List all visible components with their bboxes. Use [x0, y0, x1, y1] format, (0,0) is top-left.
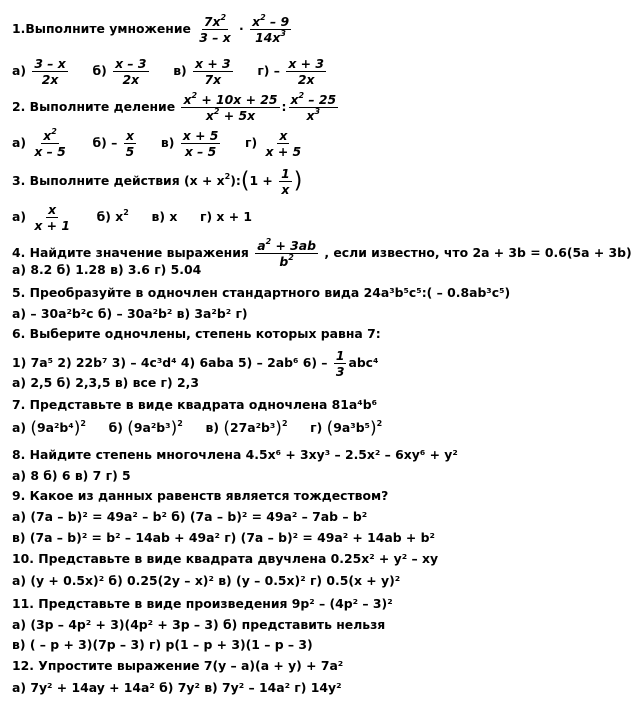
q1-fraction-1: $\frac{7x^2}{3 - x}$: [199, 13, 231, 45]
q6-answers: а) 2,5 б) 2,3,5 в) все г) 2,3: [12, 375, 199, 390]
q2-answers: а) $\frac{x^2}{x - 5}$ б) – $\frac{x}{5}$ в) $\frac{x + 5}{x - 5}$ г) $\frac{x}{x + 5}$: [12, 127, 302, 159]
q1-answers: а) $\frac{3 - x}{2x}$ б) $\frac{x - 3}{2x}$ в) $\frac{x + 3}{7x}$ г) – $\frac{x + 3}{2x}$: [12, 56, 324, 87]
q11-answers-row1: а) (3p – 4p² + 3)(4p² + 3p – 3) б) представить нельзя: [12, 617, 386, 632]
q3-line: 3. Выполните действия $(x + x^2):(1$ + $\frac{1}{x}$ ): [12, 166, 303, 197]
q1-answer-c: $\frac{x + 3}{7x}$: [195, 56, 231, 87]
q12-answers: а) 7y² + 14ay + 14a² б) 7y² в) 7y² – 14a² г) 14y²: [12, 680, 342, 695]
q3-fraction: $\frac{1}{x}$: [281, 166, 290, 197]
q9-line: 9. Какое из данных равенств является тождеством?: [12, 488, 389, 503]
q1-answer-d: $\frac{x + 3}{2x}$: [288, 56, 324, 87]
q4-answers: а) 8.2 б) 1.28 в) 3.6 г) 5.04: [12, 262, 202, 277]
q2-answer-b: $\frac{x}{5}$: [125, 128, 135, 159]
q10-line: 10. Представьте в виде квадрата двучлена 0.25x² + y² – xy: [12, 551, 439, 566]
q7-answer-d: 9a³b⁵: [333, 420, 370, 435]
q2-answer-a: $\frac{x^2}{x - 5}$: [34, 127, 66, 159]
q10-answers: а) (y + 0.5x)² б) 0.25(2y – x)² в) (y – 0.5x)² г) 0.5(x + y)²: [12, 573, 401, 588]
q11-answers-row2: в) ( – p + 3)(7p – 3) г) p(1 – p + 3)(1 – p – 3): [12, 637, 313, 652]
q3-answers: а) $\frac{x}{x + 1}$ б) $x^2$ в) x г) x + 1: [12, 202, 253, 233]
q2-fraction-1: $\frac{x^2 + 10x + 25}{x^2 + 5x}$: [183, 91, 278, 123]
q4-fraction: $\frac{a^2 + 3ab}{b^2}$: [257, 237, 317, 269]
q2-line: 2. Выполните деление $\frac{x^2 + 10x + 25}{x^2 + 5x}$ : $\frac{x^2 - 25}{x^3}$: [12, 91, 337, 123]
q8-line: 8. Найдите степень многочлена 4.5x⁶ + 3xy³ – 2.5x² – 6xy⁶ + y²: [12, 447, 458, 462]
q12-line: 12. Упростите выражение 7(y – a)(a + y) + 7a²: [12, 658, 344, 673]
q5-line: 5. Преобразуйте в одночлен стандартного вида 24a³b⁵c⁵:( – 0.8ab³c⁵): [12, 285, 511, 300]
q1-fraction-2: $\frac{x^2 - 9}{14x^3}$: [252, 13, 290, 45]
q2-answer-d: $\frac{x}{x + 5}$: [265, 128, 302, 159]
q2-answer-c: $\frac{x + 5}{x - 5}$: [182, 128, 219, 159]
q7-answer-c: 27a²b³: [229, 420, 276, 435]
q1-answer-b: $\frac{x - 3}{2x}$: [115, 56, 147, 87]
q7-line: 7. Представьте в виде квадрата одночлена 81a⁴b⁶: [12, 397, 378, 412]
q2-fraction-2: $\frac{x^2 - 25}{x^3}$: [290, 91, 337, 123]
q6-options: 1) 7a⁵ 2) 22b⁷ 3) – 4c³d⁴ 4) 6aba 5) – 2ab⁶ 6) – $\frac{1}{3}$ abc⁴: [12, 348, 379, 379]
q7-answer-b: 9a²b³: [133, 420, 171, 435]
q6-fraction: $\frac{1}{3}$: [335, 348, 345, 379]
q9-answers-row1: а) (7a – b)² = 49a² – b² б) (7a – b)² = 49a² – 7ab – b²: [12, 509, 368, 524]
q1-line: 1.Выполните умножение $\frac{7x^2}{3 - x}$ · $\frac{x^2 - 9}{14x^3}$: [12, 13, 290, 45]
q3-answer-a: $\frac{x}{x + 1}$: [34, 202, 70, 233]
q7-answer-a: 9a²b⁴: [37, 420, 74, 435]
q7-answers: а) $(9a^2b^4)^2$ б) $(9a^2b^3)^2$ в) $(27a^2b^3)^2$ г) $(9a^3b^5)^2$: [12, 418, 383, 439]
q5-answers: а) – 30a²b²c б) – 30a²b² в) 3a²b² г): [12, 306, 248, 321]
q9-answers-row2: в) (7a – b)² = b² – 14ab + 49a² г) (7a – b)² = 49a² + 14ab + b²: [12, 530, 435, 545]
q11-line: 11. Представьте в виде произведения 9p² – (4p² – 3)²: [12, 596, 393, 611]
q4-line: 4. Найдите значение выражения $\frac{a^2 + 3ab}{b^2}$ , если известно, что 2a + 3b = 0.6(5a + 3b): [12, 237, 632, 269]
q6-line: 6. Выберите одночлены, степень которых равна 7:: [12, 326, 381, 341]
q8-answers: а) 8 б) 6 в) 7 г) 5: [12, 468, 131, 483]
q1-answer-a: $\frac{3 - x}{2x}$: [34, 56, 66, 87]
q1-lead: 1.Выполните умножение: [12, 21, 191, 36]
